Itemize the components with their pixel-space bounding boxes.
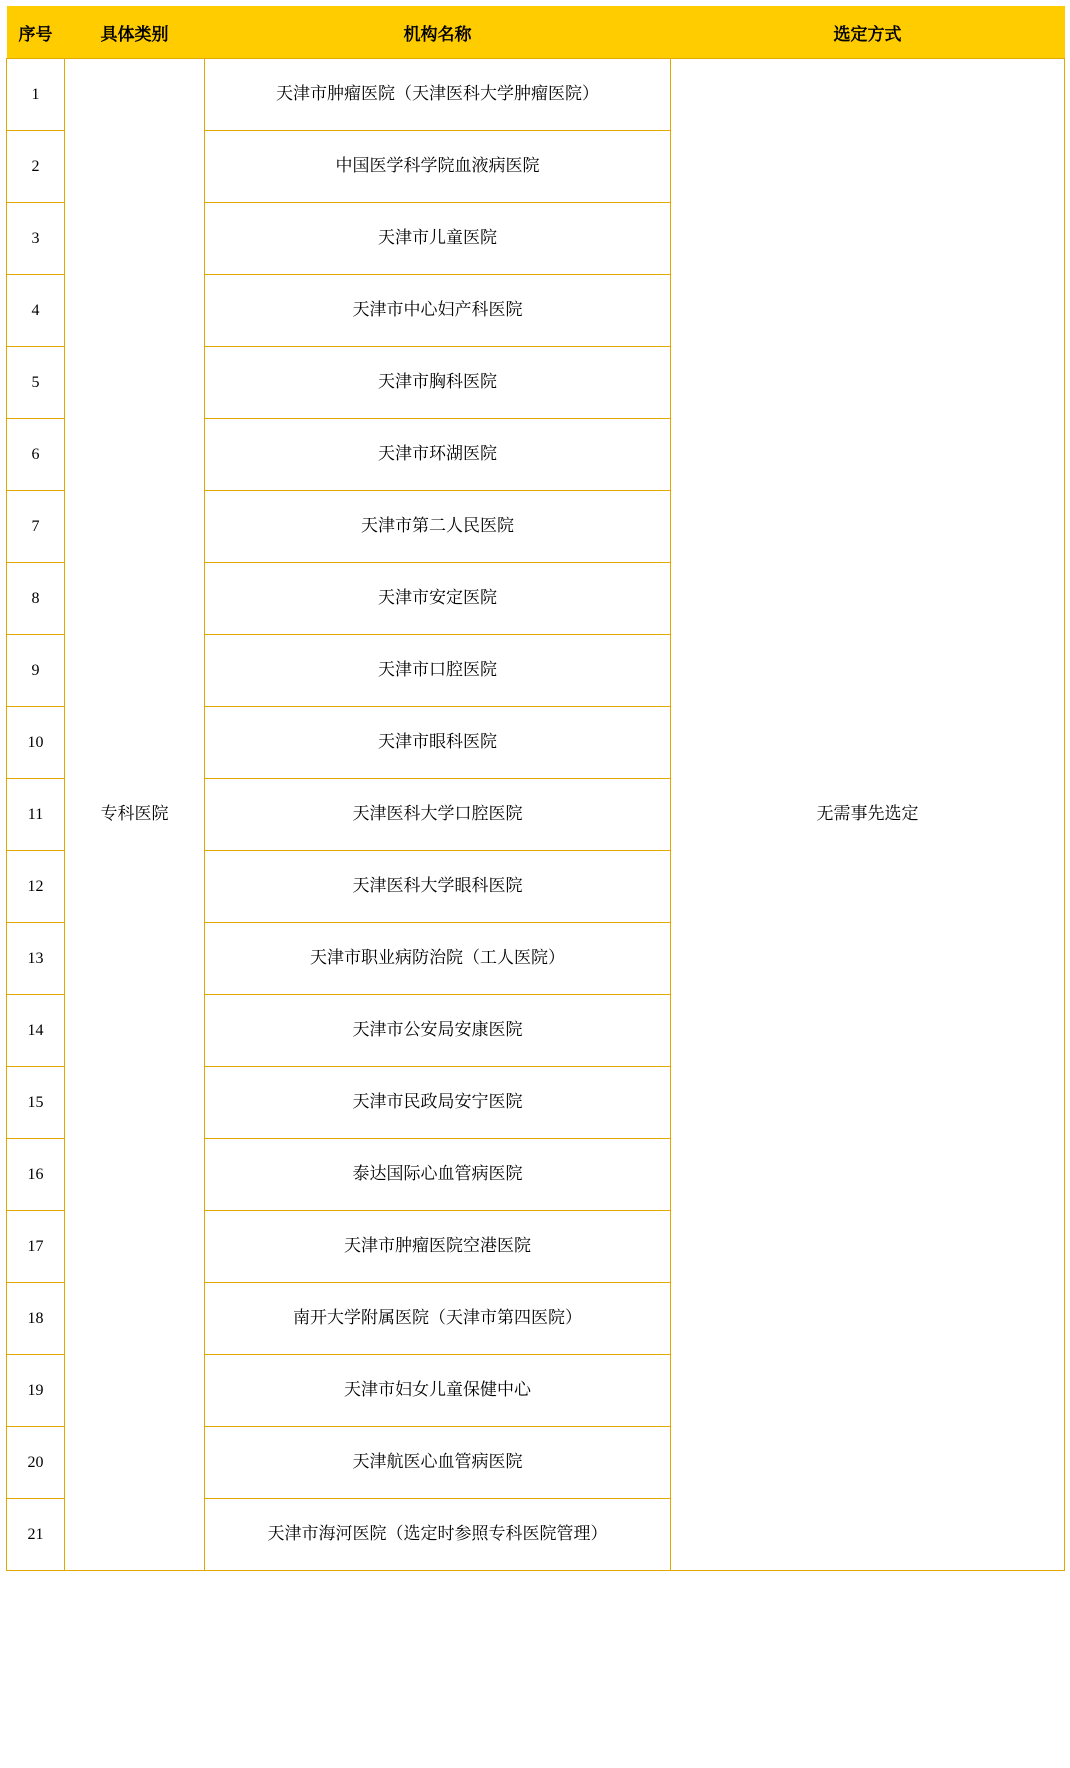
cell-seq: 9 [7, 635, 65, 707]
column-header-name: 机构名称 [205, 6, 671, 59]
cell-seq: 15 [7, 1067, 65, 1139]
cell-institution-name: 天津市公安局安康医院 [205, 995, 671, 1067]
cell-seq: 14 [7, 995, 65, 1067]
medical-institution-table [6, 6, 1065, 1571]
cell-institution-name: 中国医学科学院血液病医院 [205, 131, 671, 203]
cell-seq: 11 [7, 779, 65, 851]
cell-category: 专科医院 [65, 59, 205, 1571]
cell-institution-name: 天津医科大学眼科医院 [205, 851, 671, 923]
cell-institution-name: 天津市中心妇产科医院 [205, 275, 671, 347]
cell-seq: 20 [7, 1427, 65, 1499]
cell-institution-name: 天津市第二人民医院 [205, 491, 671, 563]
cell-seq: 6 [7, 419, 65, 491]
cell-institution-name: 天津市海河医院（选定时参照专科医院管理） [205, 1499, 671, 1571]
cell-institution-name: 天津市胸科医院 [205, 347, 671, 419]
column-header-mode: 选定方式 [671, 6, 1065, 59]
cell-institution-name: 天津市儿童医院 [205, 203, 671, 275]
cell-institution-name: 天津市肿瘤医院（天津医科大学肿瘤医院） [205, 59, 671, 131]
cell-seq: 19 [7, 1355, 65, 1427]
cell-institution-name: 天津市民政局安宁医院 [205, 1067, 671, 1139]
table-header [7, 6, 1065, 59]
document-table-container [0, 6, 1070, 1571]
cell-institution-name: 天津航医心血管病医院 [205, 1427, 671, 1499]
cell-seq: 3 [7, 203, 65, 275]
cell-institution-name: 天津市妇女儿童保健中心 [205, 1355, 671, 1427]
cell-seq: 5 [7, 347, 65, 419]
cell-seq: 16 [7, 1139, 65, 1211]
cell-seq: 7 [7, 491, 65, 563]
cell-institution-name: 天津市肿瘤医院空港医院 [205, 1211, 671, 1283]
cell-seq: 1 [7, 59, 65, 131]
cell-seq: 4 [7, 275, 65, 347]
cell-seq: 17 [7, 1211, 65, 1283]
cell-institution-name: 天津市口腔医院 [205, 635, 671, 707]
cell-seq: 8 [7, 563, 65, 635]
cell-institution-name: 泰达国际心血管病医院 [205, 1139, 671, 1211]
cell-seq: 12 [7, 851, 65, 923]
cell-institution-name: 天津医科大学口腔医院 [205, 779, 671, 851]
cell-seq: 21 [7, 1499, 65, 1571]
cell-seq: 18 [7, 1283, 65, 1355]
cell-selection-mode: 无需事先选定 [671, 59, 1065, 1571]
cell-institution-name: 天津市眼科医院 [205, 707, 671, 779]
table-header-row [7, 6, 1065, 59]
cell-seq: 10 [7, 707, 65, 779]
cell-institution-name: 南开大学附属医院（天津市第四医院） [205, 1283, 671, 1355]
cell-seq: 2 [7, 131, 65, 203]
cell-institution-name: 天津市职业病防治院（工人医院） [205, 923, 671, 995]
cell-institution-name: 天津市环湖医院 [205, 419, 671, 491]
cell-institution-name: 天津市安定医院 [205, 563, 671, 635]
table-row [7, 59, 1065, 131]
column-header-category: 具体类别 [65, 6, 205, 59]
column-header-seq: 序号 [7, 6, 65, 59]
table-body [7, 59, 1065, 1571]
cell-seq: 13 [7, 923, 65, 995]
